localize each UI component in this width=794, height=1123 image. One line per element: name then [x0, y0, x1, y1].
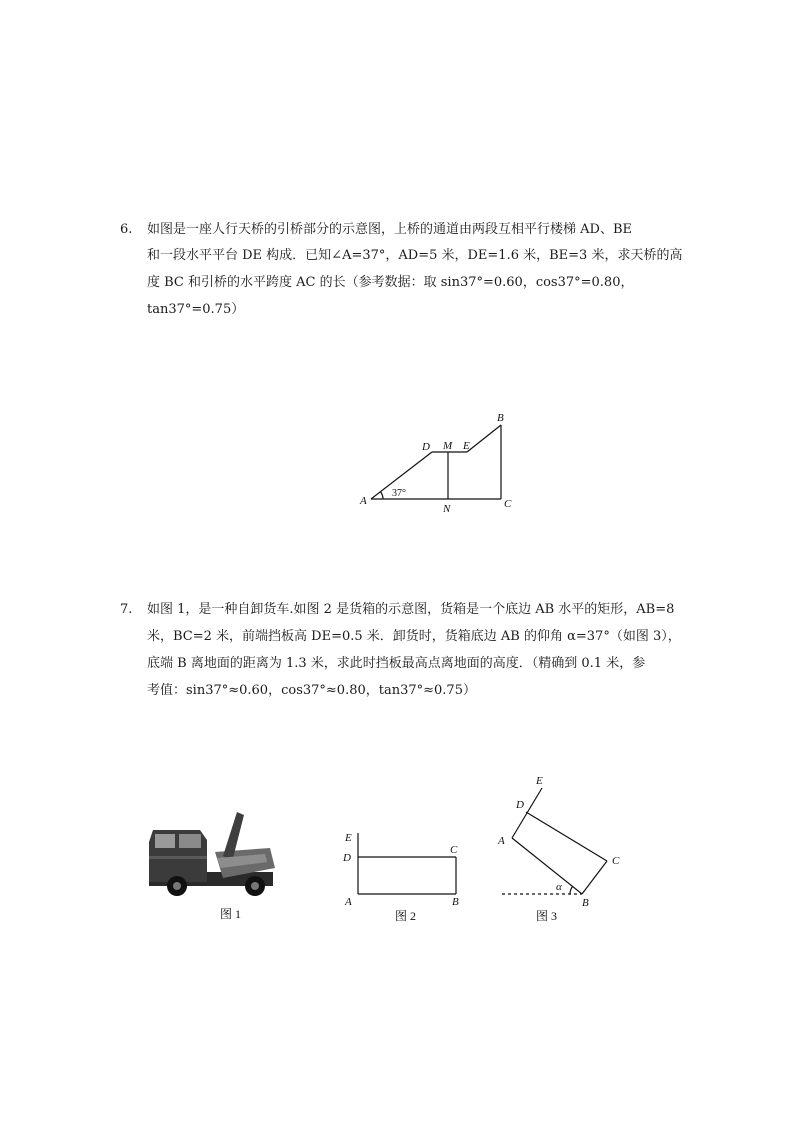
figure-2-caption: 图 2: [395, 909, 417, 923]
segment-ab: [512, 838, 582, 894]
question-line-1: 如图是一座人行天桥的引桥部分的示意图，上桥的通道由两段互相平行楼梯 AD、BE: [147, 222, 632, 237]
label-a: A: [360, 495, 367, 507]
label-alpha: α: [556, 881, 562, 893]
label-d: D: [422, 441, 430, 453]
dump-truck-image: [145, 810, 305, 928]
question-line-3: 底端 B 离地面的距离为 1.3 米，求此时挡板最高点离地面的高度．（精确到 0.1 米，参: [147, 656, 646, 671]
bridge-diagram: [355, 405, 535, 515]
question-line-3: 度 BC 和引桥的水平跨度 AC 的长（参考数据：取 sin37°=0.60，cos37°=0.80，: [147, 275, 634, 290]
question-number: 7.: [120, 602, 133, 617]
figure-3-caption: 图 3: [536, 909, 558, 923]
label-c: C: [450, 844, 458, 856]
question-line-1: 如图 1，是一种自卸货车.如图 2 是货箱的示意图，货箱是一个底边 AB 水平的矩形，AB=8: [147, 602, 675, 617]
box-schematic-figure-2: [335, 825, 475, 928]
question-line-4: tan37°=0.75）: [147, 302, 245, 317]
segment-bc: [582, 861, 607, 894]
label-d: D: [516, 799, 524, 811]
label-a: A: [498, 835, 505, 847]
label-e: E: [536, 775, 543, 787]
label-b: B: [497, 412, 504, 424]
figure-1-caption: 图 1: [220, 907, 242, 921]
label-a: A: [345, 896, 352, 908]
label-c: C: [612, 855, 620, 867]
label-b: B: [582, 897, 589, 909]
segment-ae: [512, 788, 542, 838]
angle-label: 37°: [392, 488, 406, 499]
question-line-4: 考值：sin37°≈0.60，cos37°≈0.80，tan37°≈0.75）: [147, 683, 476, 698]
label-n: N: [443, 503, 451, 515]
label-e: E: [345, 832, 352, 844]
question-line-2: 和一段水平平台 DE 构成．已知∠A=37°，AD=5 米，DE=1.6 米，BE=3 米，求天桥的高: [147, 248, 683, 263]
alpha-arc: [570, 887, 573, 895]
truck-illustration: [149, 812, 275, 896]
label-d: D: [343, 852, 351, 864]
label-m: M: [443, 440, 453, 452]
segment-cd: [526, 812, 607, 861]
label-e: E: [463, 440, 470, 452]
question-number: 6.: [120, 222, 133, 237]
angle-arc: [381, 492, 384, 499]
tilted-box-figure-3: [490, 770, 640, 928]
question-line-2: 米，BC=2 米，前端挡板高 DE=0.5 米．卸货时，货箱底边 AB 的仰角 α=37°（如图 3），: [147, 629, 681, 644]
label-b: B: [452, 896, 459, 908]
segment-eb: [467, 425, 501, 452]
label-c: C: [504, 498, 512, 510]
